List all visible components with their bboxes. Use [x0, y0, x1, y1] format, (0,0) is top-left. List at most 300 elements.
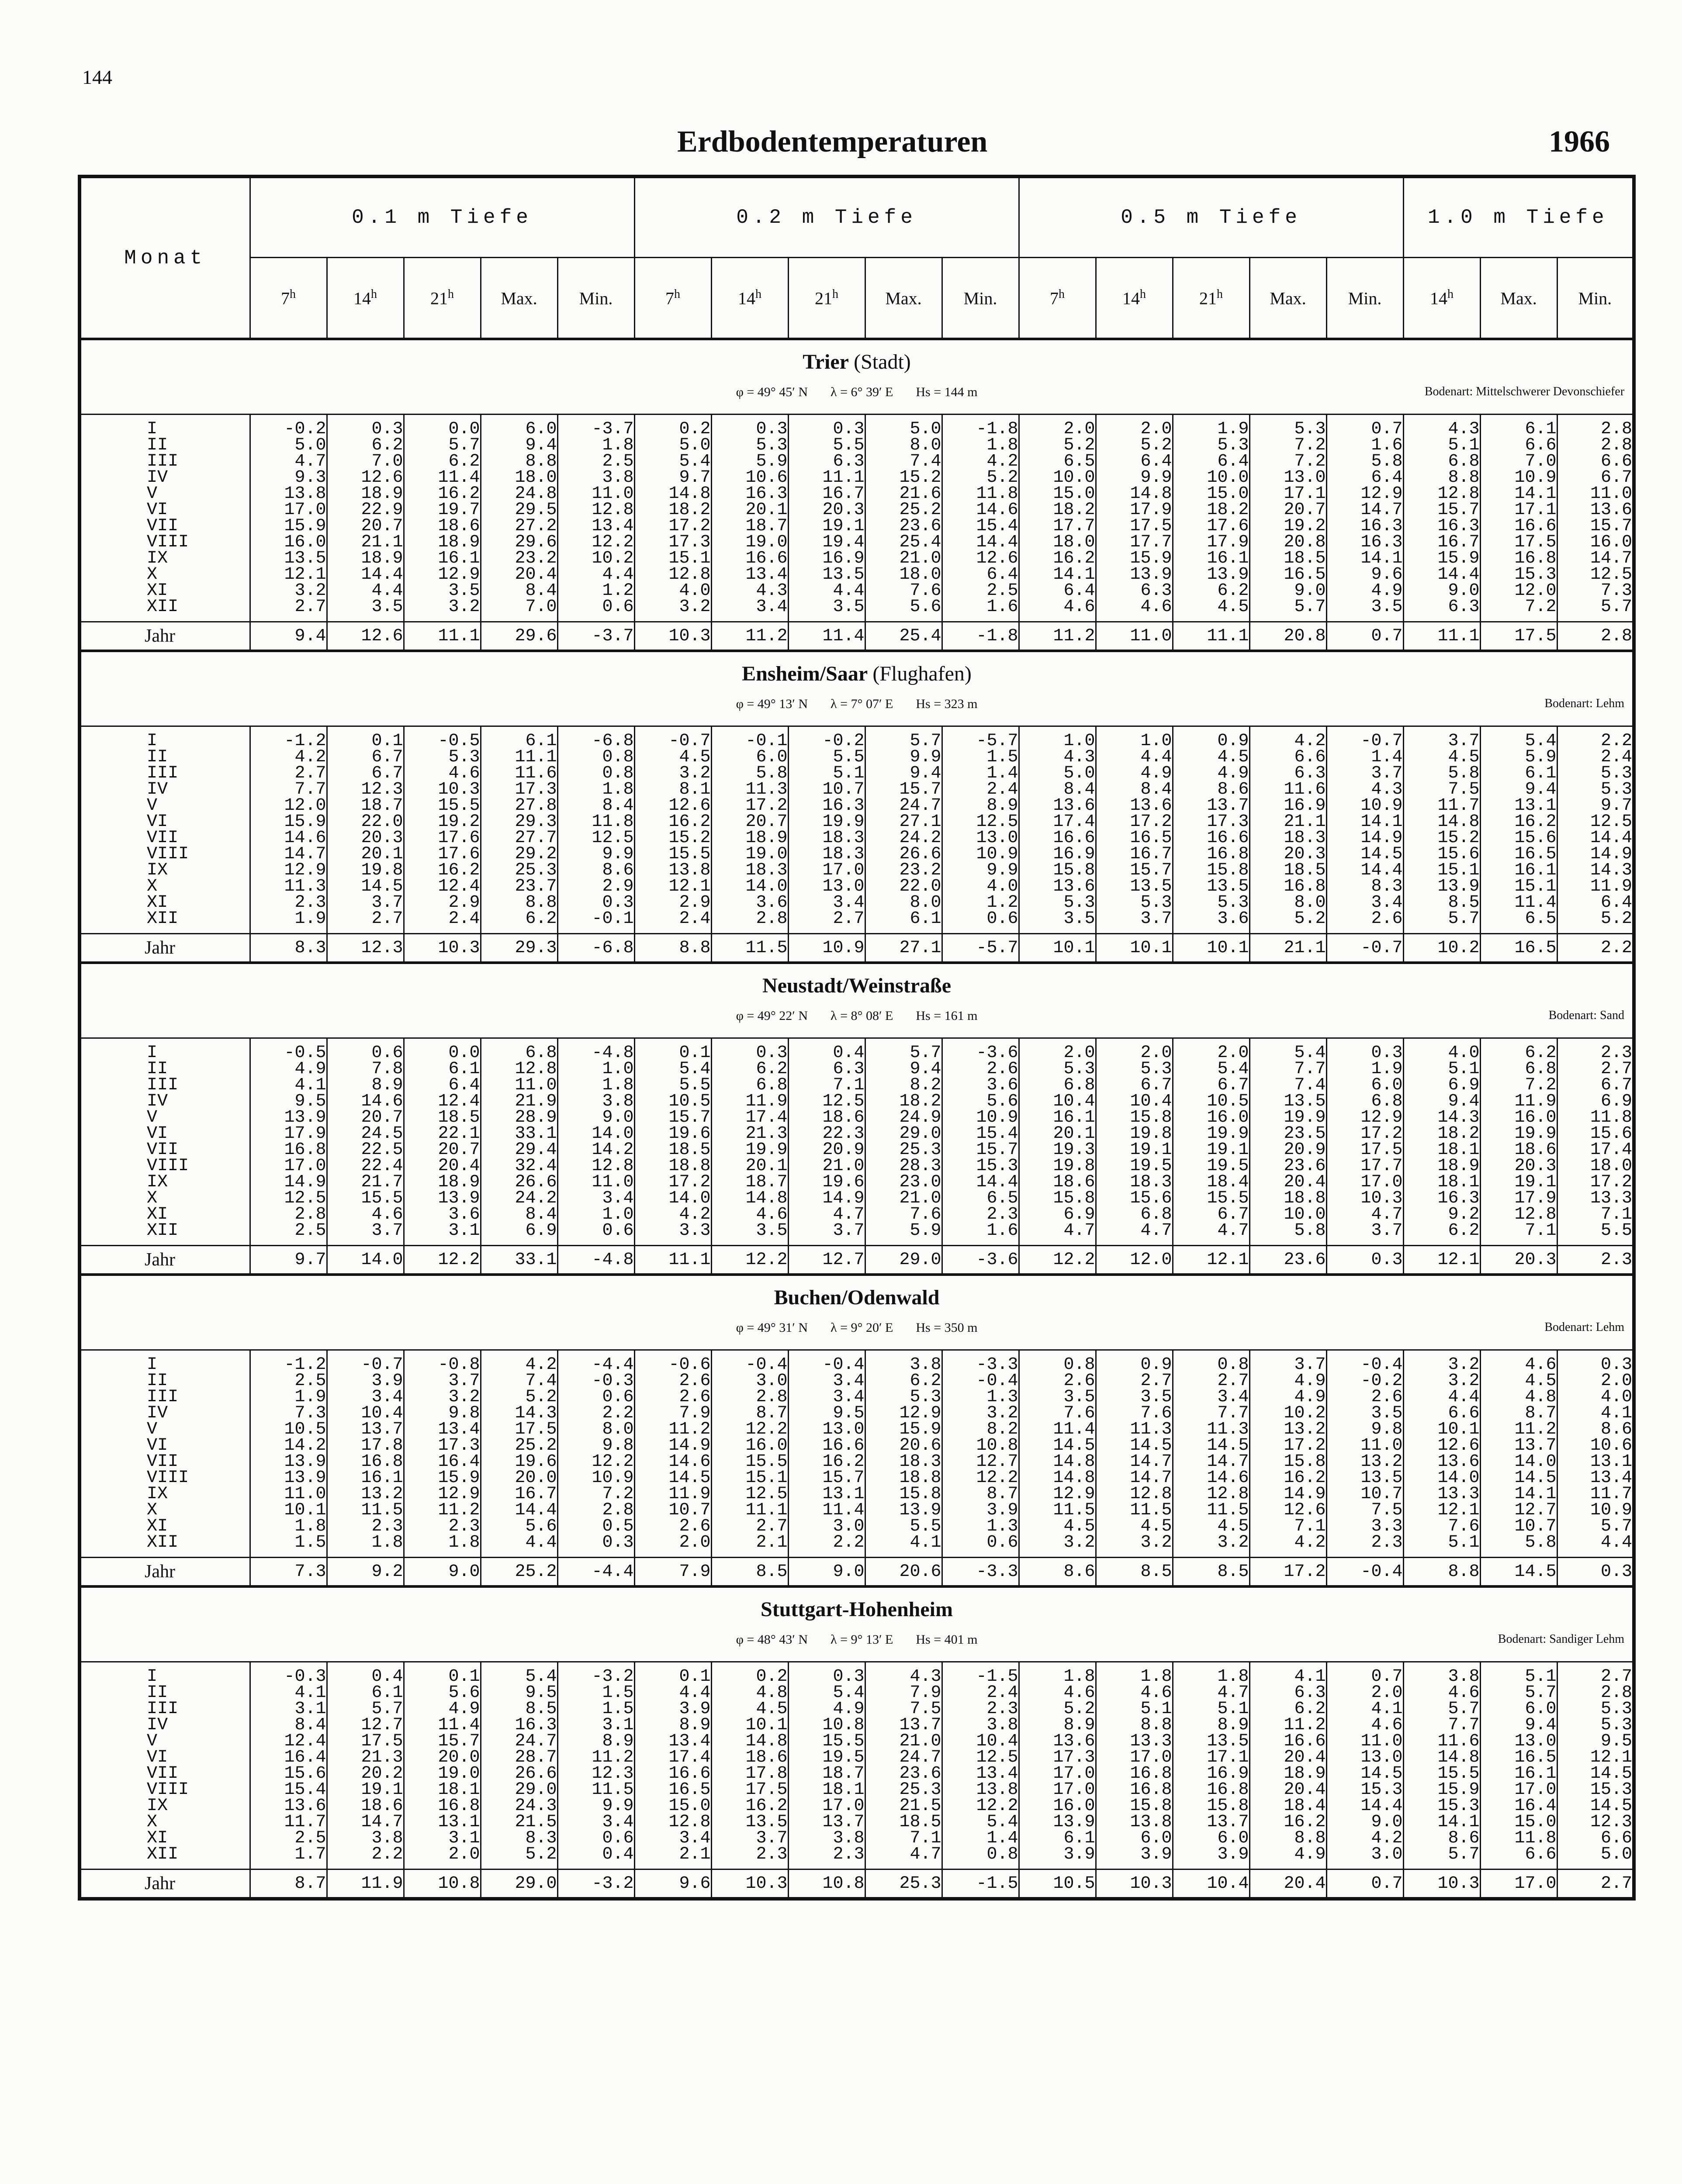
temperature-cell: 6.8 [1480, 1061, 1557, 1077]
temperature-cell: 12.9 [1019, 1486, 1096, 1502]
table-row [80, 1109, 1634, 1126]
temperature-cell: 4.4 [1557, 1534, 1634, 1558]
temperature-cell: 11.8 [942, 486, 1019, 502]
temperature-cell: 6.2 [865, 1373, 942, 1389]
temperature-cell: -0.2 [250, 415, 327, 438]
temperature-cell: 5.5 [788, 437, 865, 453]
temperature-cell: 16.4 [404, 1454, 481, 1470]
temperature-cell: 15.4 [942, 518, 1019, 534]
temperature-cell: 14.8 [1403, 1749, 1480, 1766]
temperature-cell: -3.6 [942, 1038, 1019, 1061]
temperature-cell: 20.3 [788, 502, 865, 518]
temperature-cell: 6.1 [404, 1061, 481, 1077]
temperature-cell: -0.7 [327, 1350, 404, 1373]
month-label: XI [147, 1205, 168, 1224]
temperature-cell: 6.0 [481, 415, 557, 438]
temperature-cell: 19.8 [1096, 1126, 1173, 1142]
table-row [80, 798, 1634, 814]
temperature-cell: 0.3 [711, 415, 788, 438]
table-row [80, 911, 1634, 934]
temperature-cell: 4.6 [404, 765, 481, 781]
station-header [80, 1586, 1634, 1662]
temperature-cell: 5.7 [1403, 1846, 1480, 1870]
month-label: II [147, 1683, 168, 1703]
table-row [80, 1830, 1634, 1846]
month-label: X [147, 1500, 158, 1520]
temperature-cell: 4.6 [711, 1206, 788, 1223]
temperature-cell: 17.5 [1096, 518, 1173, 534]
temperature-cell: 18.6 [327, 1798, 404, 1814]
temperature-cell: 5.0 [865, 415, 942, 438]
temperature-cell: 18.2 [865, 1093, 942, 1109]
temperature-cell: 8.4 [1019, 781, 1096, 798]
temperature-cell: 14.5 [1557, 1766, 1634, 1782]
temperature-cell: 11.5 [327, 1502, 404, 1518]
temperature-cell: 3.5 [1019, 911, 1096, 934]
temperature-cell: 2.4 [1557, 749, 1634, 765]
temperature-cell: 17.5 [1326, 1142, 1403, 1158]
temperature-cell: 0.0 [404, 415, 481, 438]
temperature-cell: 5.1 [1403, 1061, 1480, 1077]
temperature-cell: 18.7 [711, 518, 788, 534]
temperature-cell: -0.4 [1326, 1350, 1403, 1373]
temperature-cell: 2.2 [1557, 934, 1634, 963]
temperature-cell: 19.0 [404, 1766, 481, 1782]
temperature-cell: 1.8 [557, 437, 634, 453]
station-header-row [80, 963, 1634, 1038]
temperature-cell: 0.3 [711, 1038, 788, 1061]
temperature-cell: 5.7 [1557, 1518, 1634, 1534]
temperature-cell: -0.3 [250, 1662, 327, 1685]
temperature-cell: 8.4 [1096, 781, 1173, 798]
month-label: V [147, 1420, 158, 1439]
temperature-cell: 15.6 [250, 1766, 327, 1782]
temperature-cell: -5.7 [942, 726, 1019, 750]
temperature-cell: 1.9 [250, 1389, 327, 1405]
temperature-cell: 28.9 [481, 1109, 557, 1126]
temperature-cell: 13.6 [250, 1798, 327, 1814]
temperature-cell: 15.3 [1480, 567, 1557, 583]
temperature-cell: 6.0 [1326, 1077, 1403, 1093]
temperature-cell: 2.1 [711, 1534, 788, 1558]
temperature-cell: 10.0 [1249, 1206, 1326, 1223]
table-row [80, 895, 1634, 911]
temperature-cell: 0.3 [788, 1662, 865, 1685]
temperature-cell: 0.2 [711, 1662, 788, 1685]
temperature-cell: 5.5 [788, 749, 865, 765]
temperature-cell: 25.3 [865, 1142, 942, 1158]
temperature-cell: 14.0 [711, 878, 788, 895]
temperature-cell: 2.0 [1019, 1038, 1096, 1061]
temperature-cell: 20.4 [1249, 1749, 1326, 1766]
table-row [80, 1206, 1634, 1223]
temperature-cell: 17.6 [1173, 518, 1249, 534]
temperature-cell: 3.8 [788, 1830, 865, 1846]
column-header [404, 258, 481, 339]
temperature-cell: 18.8 [634, 1158, 711, 1174]
station-longitude: λ = 7° 07′ E [831, 697, 893, 711]
month-label: V [147, 1731, 158, 1751]
temperature-cell: 13.5 [788, 567, 865, 583]
temperature-cell: 19.5 [1096, 1158, 1173, 1174]
temperature-cell: 4.6 [1480, 1350, 1557, 1373]
temperature-cell: 15.0 [1019, 486, 1096, 502]
temperature-cell: -0.2 [788, 726, 865, 750]
temperature-cell: 26.6 [865, 846, 942, 862]
temperature-cell: 4.9 [250, 1061, 327, 1077]
temperature-cell: 16.1 [404, 550, 481, 567]
temperature-cell: 18.1 [1403, 1174, 1480, 1190]
temperature-cell: 15.8 [1019, 862, 1096, 878]
temperature-cell: 6.5 [1480, 911, 1557, 934]
temperature-cell: 15.6 [1403, 846, 1480, 862]
temperature-cell: 2.7 [327, 911, 404, 934]
temperature-cell: 8.2 [865, 1077, 942, 1093]
temperature-cell: 20.7 [711, 814, 788, 830]
temperature-cell: 9.0 [404, 1558, 481, 1587]
temperature-cell: 15.9 [250, 814, 327, 830]
temperature-cell: 1.8 [1019, 1662, 1096, 1685]
temperature-cell: 7.0 [1480, 453, 1557, 470]
temperature-cell: 13.6 [1403, 1454, 1480, 1470]
temperature-cell: 2.9 [404, 895, 481, 911]
temperature-cell: 14.8 [1096, 486, 1173, 502]
temperature-cell: 13.7 [788, 1814, 865, 1830]
month-label: IX [147, 549, 168, 568]
temperature-cell: 20.3 [1249, 846, 1326, 862]
temperature-cell: 15.9 [1403, 1782, 1480, 1798]
temperature-cell: -0.6 [634, 1350, 711, 1373]
temperature-cell: 6.2 [1249, 1701, 1326, 1717]
table-row [80, 534, 1634, 550]
temperature-cell: 3.5 [1096, 1389, 1173, 1405]
temperature-cell: 7.4 [481, 1373, 557, 1389]
temperature-cell: 18.9 [327, 550, 404, 567]
temperature-cell: 6.8 [711, 1077, 788, 1093]
station-header-row [80, 1586, 1634, 1662]
temperature-cell: 11.7 [250, 1814, 327, 1830]
month-label: VI [147, 500, 168, 520]
page-year: 1966 [1549, 125, 1610, 159]
temperature-cell: 12.1 [250, 567, 327, 583]
month-label: XI [147, 1517, 168, 1536]
temperature-cell: 5.3 [404, 749, 481, 765]
temperature-cell: 7.7 [250, 781, 327, 798]
temperature-cell: 3.7 [711, 1830, 788, 1846]
temperature-cell: 12.8 [1480, 1206, 1557, 1223]
month-label: VIII [147, 1156, 189, 1176]
column-header-unit: h [1447, 287, 1454, 301]
temperature-cell: 2.3 [327, 1518, 404, 1534]
temperature-cell: 11.5 [1096, 1502, 1173, 1518]
temperature-cell: 11.9 [1480, 1093, 1557, 1109]
temperature-cell: 20.0 [481, 1470, 557, 1486]
temperature-cell: 15.3 [1326, 1782, 1403, 1798]
temperature-cell: 13.8 [250, 486, 327, 502]
column-header-label: Min. [1578, 288, 1612, 308]
column-header-label: 14 [738, 288, 756, 308]
temperature-cell: 4.9 [1249, 1389, 1326, 1405]
temperature-cell: 4.9 [404, 1701, 481, 1717]
temperature-cell: 13.5 [1173, 1733, 1249, 1749]
temperature-cell: 15.5 [1403, 1766, 1480, 1782]
temperature-cell: 15.5 [327, 1190, 404, 1206]
temperature-cell: 5.2 [1557, 911, 1634, 934]
table-row [80, 1174, 1634, 1190]
temperature-cell: 29.0 [865, 1246, 942, 1275]
temperature-cell: 15.2 [1403, 830, 1480, 846]
temperature-cell: 15.0 [1173, 486, 1249, 502]
temperature-cell: 12.8 [557, 1158, 634, 1174]
temperature-cell: 17.1 [1249, 486, 1326, 502]
depth-group-header: 0.1 m Tiefe [250, 176, 634, 258]
table-row [80, 781, 1634, 798]
temperature-cell: 19.6 [634, 1126, 711, 1142]
temperature-cell: 29.4 [481, 1142, 557, 1158]
temperature-cell: 6.3 [1403, 599, 1480, 622]
temperature-cell: 17.2 [1249, 1558, 1326, 1587]
temperature-cell: 3.8 [942, 1717, 1019, 1733]
temperature-cell: 9.7 [1557, 798, 1634, 814]
column-header-label: 7 [281, 288, 290, 308]
temperature-cell: 6.0 [1173, 1830, 1249, 1846]
annual-label: Jahr [80, 622, 250, 651]
temperature-cell: 6.6 [1480, 437, 1557, 453]
temperature-cell: 12.5 [250, 1190, 327, 1206]
table-row [80, 1470, 1634, 1486]
temperature-cell: 6.3 [1096, 583, 1173, 599]
temperature-cell: -3.3 [942, 1558, 1019, 1587]
temperature-cell: 27.2 [481, 518, 557, 534]
temperature-cell: 3.3 [634, 1223, 711, 1246]
temperature-cell: 5.7 [327, 1701, 404, 1717]
temperature-cell: 4.0 [1403, 1038, 1480, 1061]
temperature-cell: 3.4 [788, 1389, 865, 1405]
temperature-cell: 5.6 [865, 599, 942, 622]
column-header [1480, 258, 1557, 339]
temperature-cell: 0.7 [1326, 415, 1403, 438]
temperature-cell: 3.1 [250, 1701, 327, 1717]
table-row [80, 1038, 1634, 1061]
temperature-cell: 27.8 [481, 798, 557, 814]
temperature-cell: 5.9 [711, 453, 788, 470]
annual-row [80, 1246, 1634, 1275]
temperature-cell: 20.0 [404, 1749, 481, 1766]
temperature-cell: 23.7 [481, 878, 557, 895]
temperature-cell: 2.0 [1019, 415, 1096, 438]
month-label: II [147, 1059, 168, 1079]
temperature-cell: 12.0 [1096, 1246, 1173, 1275]
temperature-cell: 6.4 [1173, 453, 1249, 470]
temperature-cell: 12.9 [1326, 486, 1403, 502]
temperature-cell: 10.7 [634, 1502, 711, 1518]
temperature-cell: 11.5 [557, 1782, 634, 1798]
temperature-cell: 19.9 [711, 1142, 788, 1158]
temperature-cell: 23.2 [481, 550, 557, 567]
temperature-cell: 5.8 [711, 765, 788, 781]
table-row [80, 1061, 1634, 1077]
month-label: XI [147, 581, 168, 601]
station-longitude: λ = 8° 08′ E [831, 1009, 893, 1023]
temperature-cell: 8.0 [865, 437, 942, 453]
temperature-cell: 4.4 [1403, 1389, 1480, 1405]
station-header-row [80, 339, 1634, 415]
temperature-cell: 7.1 [865, 1830, 942, 1846]
temperature-cell: 3.5 [711, 1223, 788, 1246]
temperature-cell: 8.4 [481, 1206, 557, 1223]
temperature-cell: 8.8 [1403, 470, 1480, 486]
temperature-cell: 14.7 [250, 846, 327, 862]
temperature-cell: 15.9 [1096, 550, 1173, 567]
temperature-cell: 16.9 [788, 550, 865, 567]
temperature-cell: 17.0 [1480, 1870, 1557, 1899]
soil-temperature-table [78, 175, 1636, 1901]
temperature-cell: 13.6 [1096, 798, 1173, 814]
station-coordinates [81, 697, 1632, 712]
temperature-cell: -0.1 [711, 726, 788, 750]
temperature-cell: -3.7 [557, 622, 634, 651]
temperature-cell: 16.2 [404, 486, 481, 502]
temperature-cell: 15.5 [788, 1733, 865, 1749]
temperature-cell: 14.5 [1557, 1798, 1634, 1814]
temperature-cell: 0.8 [942, 1846, 1019, 1870]
temperature-cell: 18.6 [1019, 1174, 1096, 1190]
temperature-cell: 4.6 [1096, 599, 1173, 622]
temperature-cell: 11.2 [634, 1421, 711, 1438]
temperature-cell: 19.1 [1173, 1142, 1249, 1158]
month-label: V [147, 796, 158, 816]
temperature-cell: 19.9 [788, 814, 865, 830]
temperature-cell: 5.7 [1480, 1685, 1557, 1701]
temperature-cell: 14.7 [1096, 1470, 1173, 1486]
temperature-cell: 7.2 [1480, 1077, 1557, 1093]
temperature-cell: 4.3 [711, 583, 788, 599]
column-header [1096, 258, 1173, 339]
depth-header-row [80, 176, 1634, 258]
temperature-cell: 9.0 [1403, 583, 1480, 599]
temperature-cell: 8.7 [1480, 1405, 1557, 1421]
temperature-cell: 14.2 [557, 1142, 634, 1158]
temperature-cell: 7.5 [865, 1701, 942, 1717]
temperature-cell: 4.5 [1019, 1518, 1096, 1534]
temperature-cell: 5.0 [634, 437, 711, 453]
temperature-cell: 17.6 [404, 830, 481, 846]
temperature-cell: 10.4 [1173, 1870, 1249, 1899]
temperature-cell: -0.4 [788, 1350, 865, 1373]
temperature-cell: 12.1 [1403, 1502, 1480, 1518]
temperature-cell: 10.1 [1173, 934, 1249, 963]
temperature-cell: 12.6 [634, 798, 711, 814]
temperature-cell: 11.9 [634, 1486, 711, 1502]
temperature-cell: 3.9 [942, 1502, 1019, 1518]
table-row [80, 1389, 1634, 1405]
temperature-cell: 10.3 [634, 622, 711, 651]
table-row [80, 1405, 1634, 1421]
station-name-line [81, 1286, 1632, 1310]
temperature-cell: 8.9 [327, 1077, 404, 1093]
temperature-cell: 12.5 [942, 814, 1019, 830]
temperature-cell: 16.3 [711, 486, 788, 502]
temperature-cell: 2.5 [250, 1373, 327, 1389]
temperature-cell: 10.4 [942, 1733, 1019, 1749]
temperature-cell: 0.1 [327, 726, 404, 750]
station-soil-type: Bodenart: Lehm [1544, 1320, 1625, 1334]
temperature-cell: 7.3 [1557, 583, 1634, 599]
temperature-cell: 2.6 [1326, 1389, 1403, 1405]
temperature-cell: 19.8 [1019, 1158, 1096, 1174]
temperature-cell: 24.2 [865, 830, 942, 846]
station-soil-type: Bodenart: Sand [1548, 1009, 1625, 1022]
station-latitude: φ = 49° 45′ N [736, 385, 808, 399]
temperature-cell: 4.6 [1019, 599, 1096, 622]
temperature-cell: 3.7 [1326, 1223, 1403, 1246]
month-label: I [147, 419, 158, 439]
station-height: Hs = 161 m [916, 1009, 978, 1023]
temperature-cell: 10.3 [404, 934, 481, 963]
month-label: IV [147, 1092, 168, 1111]
temperature-cell: 9.9 [865, 749, 942, 765]
temperature-cell: 20.4 [1249, 1870, 1326, 1899]
temperature-cell: 29.5 [481, 502, 557, 518]
month-label: VIII [147, 844, 189, 864]
temperature-cell: 25.3 [481, 862, 557, 878]
column-header-row [80, 258, 1634, 339]
temperature-cell: 17.0 [250, 1158, 327, 1174]
annual-row [80, 1870, 1634, 1899]
column-header-label: Min. [579, 288, 613, 308]
temperature-cell: 12.2 [942, 1798, 1019, 1814]
temperature-cell: -0.5 [250, 1038, 327, 1061]
temperature-cell: 0.1 [634, 1662, 711, 1685]
temperature-cell: 5.3 [1096, 1061, 1173, 1077]
temperature-cell: 13.9 [1173, 567, 1249, 583]
temperature-cell: 12.6 [327, 622, 404, 651]
temperature-cell: 5.6 [404, 1685, 481, 1701]
month-label: IV [147, 1403, 168, 1423]
temperature-cell: 17.7 [1326, 1158, 1403, 1174]
temperature-cell: 11.5 [711, 934, 788, 963]
temperature-cell: 20.8 [1249, 622, 1326, 651]
temperature-cell: 8.9 [1173, 1717, 1249, 1733]
temperature-cell: 14.6 [327, 1093, 404, 1109]
temperature-cell: 4.0 [942, 878, 1019, 895]
temperature-cell: 13.5 [1173, 878, 1249, 895]
station-coordinates [81, 385, 1632, 400]
temperature-cell: 6.1 [1019, 1830, 1096, 1846]
temperature-cell: 12.2 [557, 534, 634, 550]
table-row [80, 878, 1634, 895]
table-row [80, 1685, 1634, 1701]
temperature-cell: 9.4 [1403, 1093, 1480, 1109]
temperature-cell: 2.4 [942, 781, 1019, 798]
temperature-cell: 2.3 [250, 895, 327, 911]
temperature-cell: 4.3 [1326, 781, 1403, 798]
temperature-cell: 24.7 [865, 1749, 942, 1766]
temperature-cell: 29.0 [481, 1782, 557, 1798]
temperature-cell: 12.3 [557, 1766, 634, 1782]
month-label: XII [147, 1221, 179, 1241]
temperature-cell: 5.4 [634, 1061, 711, 1077]
temperature-cell: 16.9 [1173, 1766, 1249, 1782]
column-header [481, 258, 557, 339]
temperature-cell: 3.7 [1249, 1350, 1326, 1373]
temperature-cell: 3.4 [1173, 1389, 1249, 1405]
temperature-cell: 17.3 [1019, 1749, 1096, 1766]
temperature-cell: -0.4 [1326, 1558, 1403, 1587]
temperature-cell: 0.6 [942, 1534, 1019, 1558]
temperature-cell: 6.6 [1557, 1830, 1634, 1846]
temperature-cell: 18.0 [1557, 1158, 1634, 1174]
